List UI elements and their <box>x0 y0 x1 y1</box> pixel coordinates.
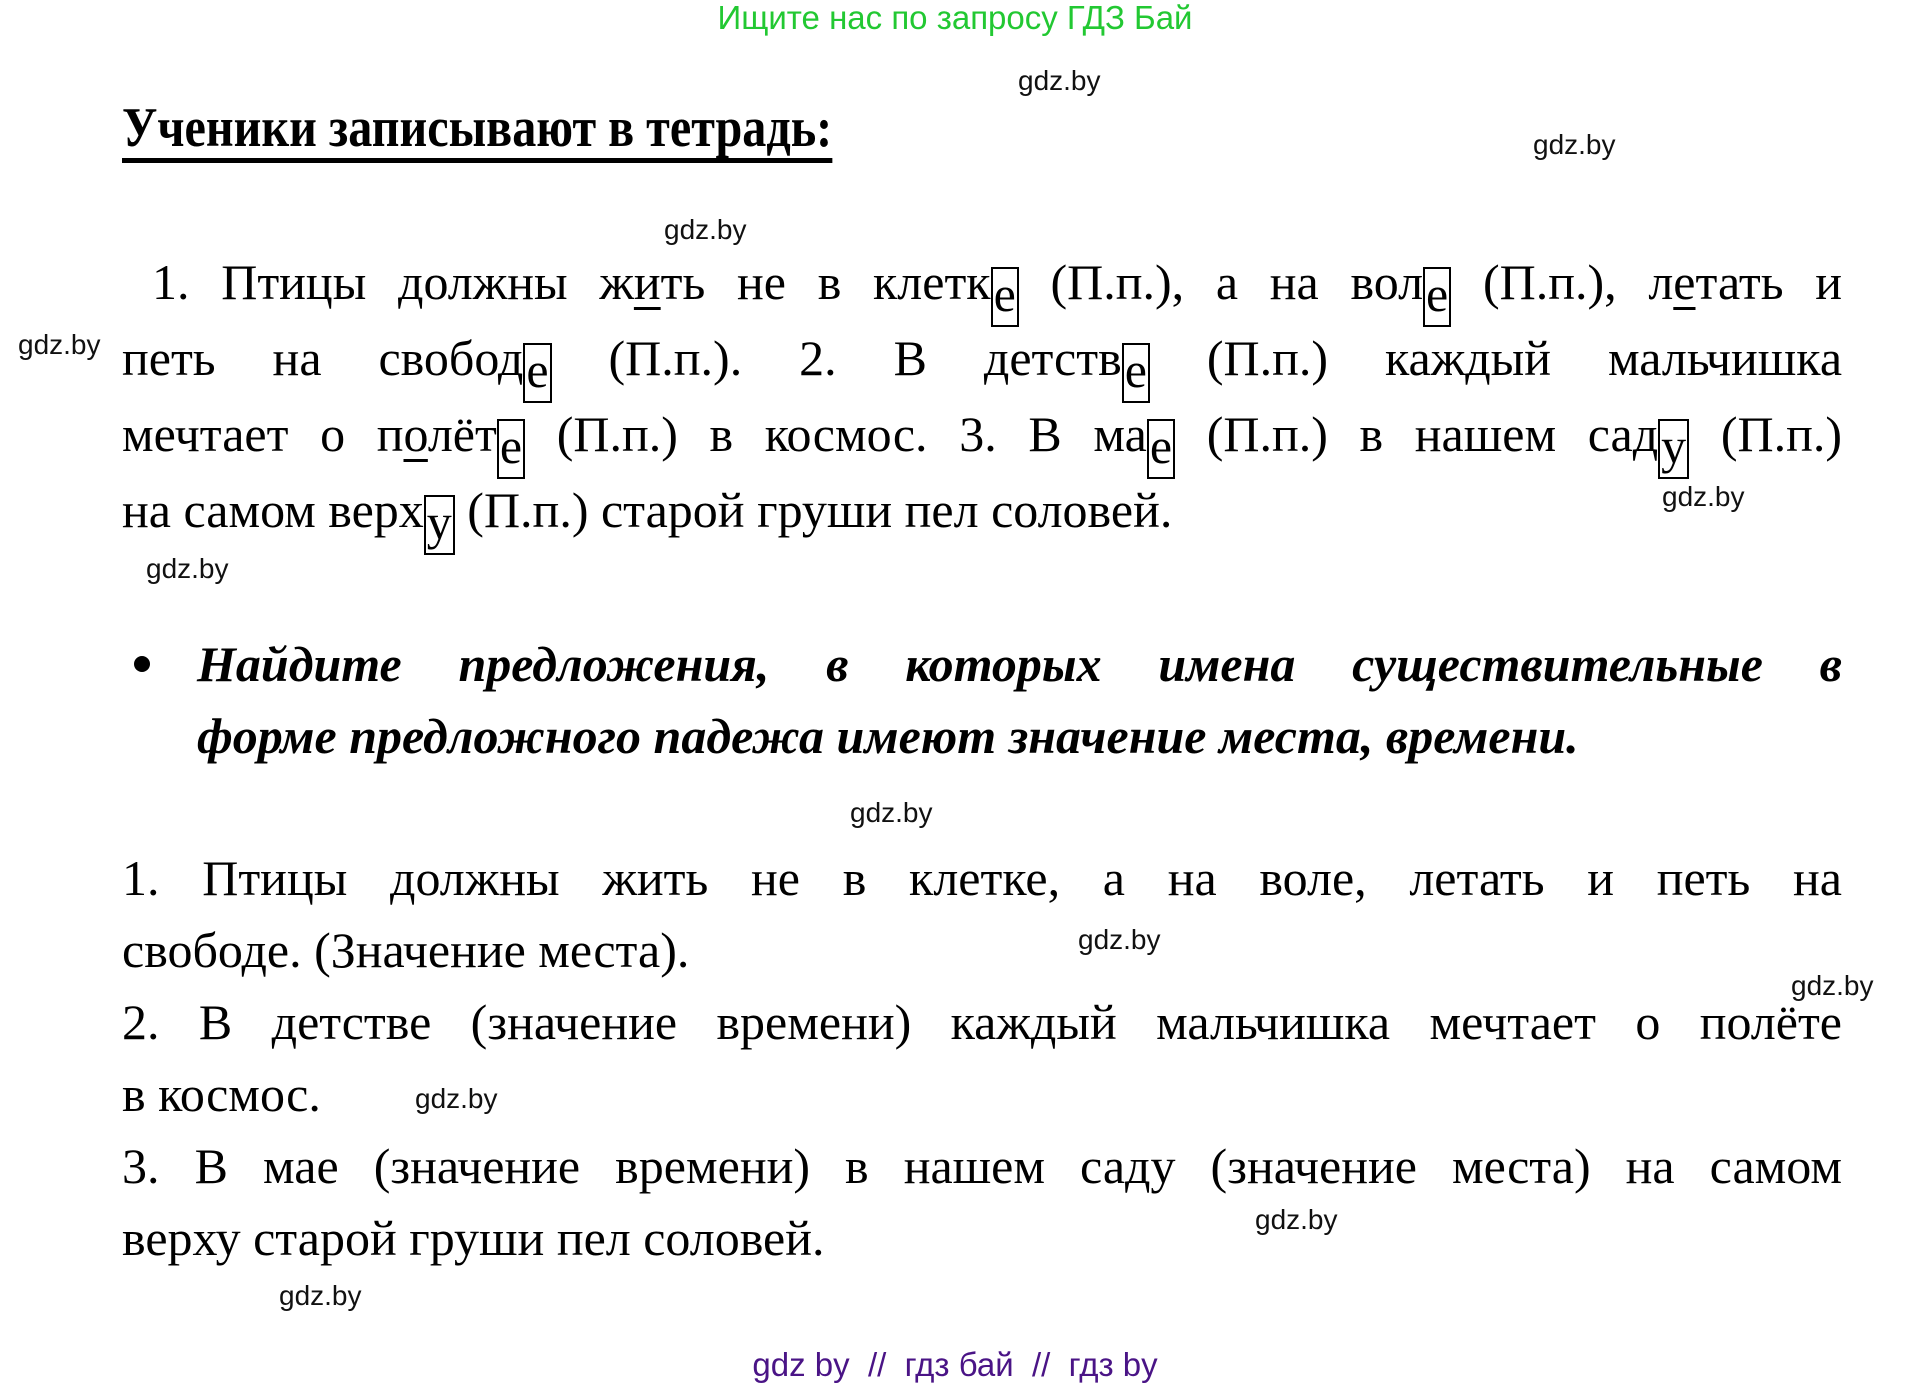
text-segment: петь на свобод <box>122 330 524 386</box>
footer-watermark: gdz by // гдз бай // гдз by <box>752 1346 1158 1383</box>
search-banner: Ищите нас по запросу ГДЗ Бай <box>717 0 1193 36</box>
bullet-icon <box>134 656 150 672</box>
exercise-line <box>122 244 1842 320</box>
task-line: форме предложного падежа имеют значение места, времени. <box>197 708 1579 764</box>
text-segment: тать и <box>1695 254 1842 310</box>
answer-line: 1. Птицы должны жить не в клетке, а на воле, летать и петь на <box>122 850 1842 906</box>
watermark: gdz.by <box>279 1280 362 1311</box>
text-segment: ть не в клетк <box>660 254 991 310</box>
highlighted-ending: е <box>1122 343 1150 403</box>
watermark: gdz.by <box>664 214 747 245</box>
answer-line: 2. В детстве (значение времени) каждый мальчишка мечтает о полёте <box>122 994 1842 1050</box>
task-line: Найдите предложения, в которых имена существительные в <box>197 636 1842 692</box>
highlighted-ending: у <box>1658 419 1689 479</box>
text-segment: (П.п.), а на вол <box>1018 254 1424 310</box>
watermark: gdz.by <box>1662 481 1745 512</box>
exercise-line <box>122 320 1842 396</box>
page-title: Ученики записывают в тетрадь: <box>122 98 832 163</box>
text-segment: (П.п.) <box>1689 406 1842 462</box>
text-segment: (П.п.) в космос. 3. В ма <box>525 406 1147 462</box>
highlighted-ending: е <box>1423 267 1451 327</box>
text-segment: (П.п.) старой груши пел соловей. <box>454 482 1173 538</box>
answer-line: свободе. (Значение места). <box>122 922 690 978</box>
highlighted-ending: е <box>523 343 551 403</box>
highlighted-ending: е <box>1147 419 1175 479</box>
text-segment: 1. Птицы должны ж <box>152 254 634 310</box>
exercise-line <box>122 472 1842 548</box>
text-segment: на самом верх <box>122 482 424 538</box>
stressed-vowel: е <box>1673 254 1696 310</box>
stressed-vowel: и <box>633 254 661 310</box>
stressed-vowel: о <box>403 406 428 462</box>
text-segment: (П.п.) в нашем сад <box>1175 406 1659 462</box>
answer-line: верху старой груши пел соловей. <box>122 1210 825 1266</box>
text-segment: (П.п.) каждый мальчишка <box>1149 330 1843 386</box>
highlighted-ending: е <box>991 267 1019 327</box>
text-segment: мечтает о п <box>122 406 404 462</box>
watermark: gdz.by <box>18 329 101 360</box>
answer-line: 3. В мае (значение времени) в нашем саду (значение места) на самом <box>122 1138 1842 1194</box>
highlighted-ending: е <box>497 419 525 479</box>
watermark: gdz.by <box>1018 65 1101 96</box>
answer-line: в космос. <box>122 1066 321 1122</box>
text-segment: лёт <box>427 406 497 462</box>
text-segment: (П.п.), л <box>1451 254 1674 310</box>
watermark: gdz.by <box>1533 129 1616 160</box>
watermark: gdz.by <box>1078 924 1161 955</box>
watermark: gdz.by <box>146 553 229 584</box>
exercise-line <box>122 396 1842 472</box>
watermark: gdz.by <box>1791 970 1874 1001</box>
watermark: gdz.by <box>1255 1204 1338 1235</box>
watermark: gdz.by <box>850 797 933 828</box>
watermark: gdz.by <box>415 1083 498 1114</box>
task-instruction <box>122 628 1842 772</box>
exercise-text <box>122 244 1842 548</box>
answers-text <box>122 842 1842 1274</box>
highlighted-ending: у <box>424 495 455 555</box>
text-segment: (П.п.). 2. В детств <box>551 330 1122 386</box>
